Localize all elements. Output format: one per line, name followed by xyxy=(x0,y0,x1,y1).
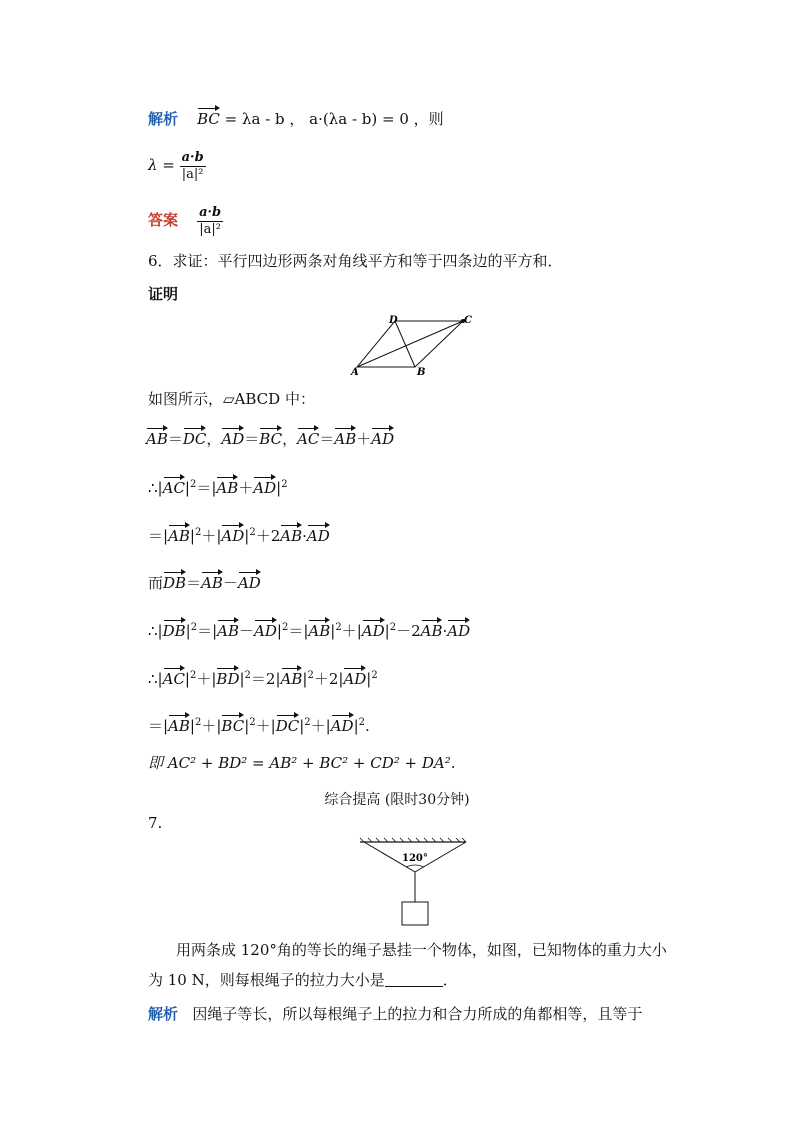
p5-lambda-line xyxy=(148,150,206,182)
p6-eq5: $\therefore|DB|^2=|AB-AD|^2=|AB|^2+|AD|^2-2AB\cdot AD$ xyxy=(148,622,471,640)
weight-block xyxy=(402,902,428,925)
p6-eq3: $=|AB|^2+|AD|^2+2AB\cdot AD$ xyxy=(148,527,330,545)
analysis-label-2: 解析 xyxy=(148,1005,179,1023)
hanging-weight-diagram xyxy=(358,838,470,928)
p7-analysis-text: 因绳子等长，所以每根绳子上的拉力和合力所成的角都相等，且等于 xyxy=(192,1005,643,1023)
diagonal-db xyxy=(395,321,415,367)
proof-label: 证明 xyxy=(148,285,179,303)
angle-label: 120° xyxy=(402,853,428,864)
fraction-numerator: a·b xyxy=(199,205,222,220)
p7-number: 7. xyxy=(148,814,163,832)
p5-answer-line xyxy=(148,205,223,237)
p6-problem: 6．求证：平行四边形两条对角线平方和等于四条边的平方和． xyxy=(148,252,563,270)
p7-problem-line2-wrap xyxy=(148,972,458,988)
p7-problem xyxy=(148,935,678,965)
lambda-eq: λ = xyxy=(148,156,175,175)
label-d: D xyxy=(389,315,398,326)
fraction-numerator: a·b xyxy=(181,150,204,165)
fraction-denominator: |a|² xyxy=(199,221,221,237)
fraction-denominator: |a|² xyxy=(181,166,204,182)
p7-problem-line2: 为 10 N，则每根绳子的拉力大小是 xyxy=(148,971,385,989)
p6-intro: 如图所示，▱ABCD 中： xyxy=(148,390,315,408)
vector-bc: BC xyxy=(197,110,220,128)
p6-conclusion: 即 AC² + BD² = AB² + BC² + CD² + DA². xyxy=(148,754,456,772)
answer-fraction xyxy=(197,205,223,237)
answer-blank xyxy=(385,972,443,987)
p7-analysis-line xyxy=(148,1007,642,1022)
p5-analysis-line xyxy=(148,108,444,127)
p6-eq4: 而DB＝AB－AD xyxy=(148,574,261,592)
label-b: B xyxy=(417,367,426,376)
p6-eq2: $\therefore|AC|^2=|AB+AD|^2$ xyxy=(148,479,288,497)
diagonal-ac xyxy=(357,321,463,367)
label-c: C xyxy=(464,315,472,326)
lambda-fraction xyxy=(180,150,206,182)
p7-problem-line1: 用两条成 120°角的等长的绳子悬挂一个物体，如图，已知物体的重力大小 xyxy=(176,941,667,959)
p6-eq6: $\therefore|AC|^2+|BD|^2=2|AB|^2+2|AD|^2$ xyxy=(148,670,378,688)
angle-arc xyxy=(406,865,424,867)
p6-proof-line xyxy=(148,287,178,302)
p6-eq1: AB＝DC，AD＝BC，AC＝AB＋AD xyxy=(146,430,395,448)
p5-analysis-text: = λa - b ， a·(λa - b) = 0 ，则 xyxy=(224,110,444,128)
parallelogram-diagram xyxy=(345,312,475,376)
p6-eq7: $=|AB|^2+|BC|^2+|DC|^2+|AD|^2$. xyxy=(148,717,370,735)
analysis-label: 解析 xyxy=(148,110,179,128)
p7-problem-end: ． xyxy=(442,971,458,989)
section-title: 综合提高 (限时30分钟) xyxy=(324,792,470,808)
label-a: A xyxy=(351,367,359,376)
answer-label: 答案 xyxy=(148,211,179,230)
